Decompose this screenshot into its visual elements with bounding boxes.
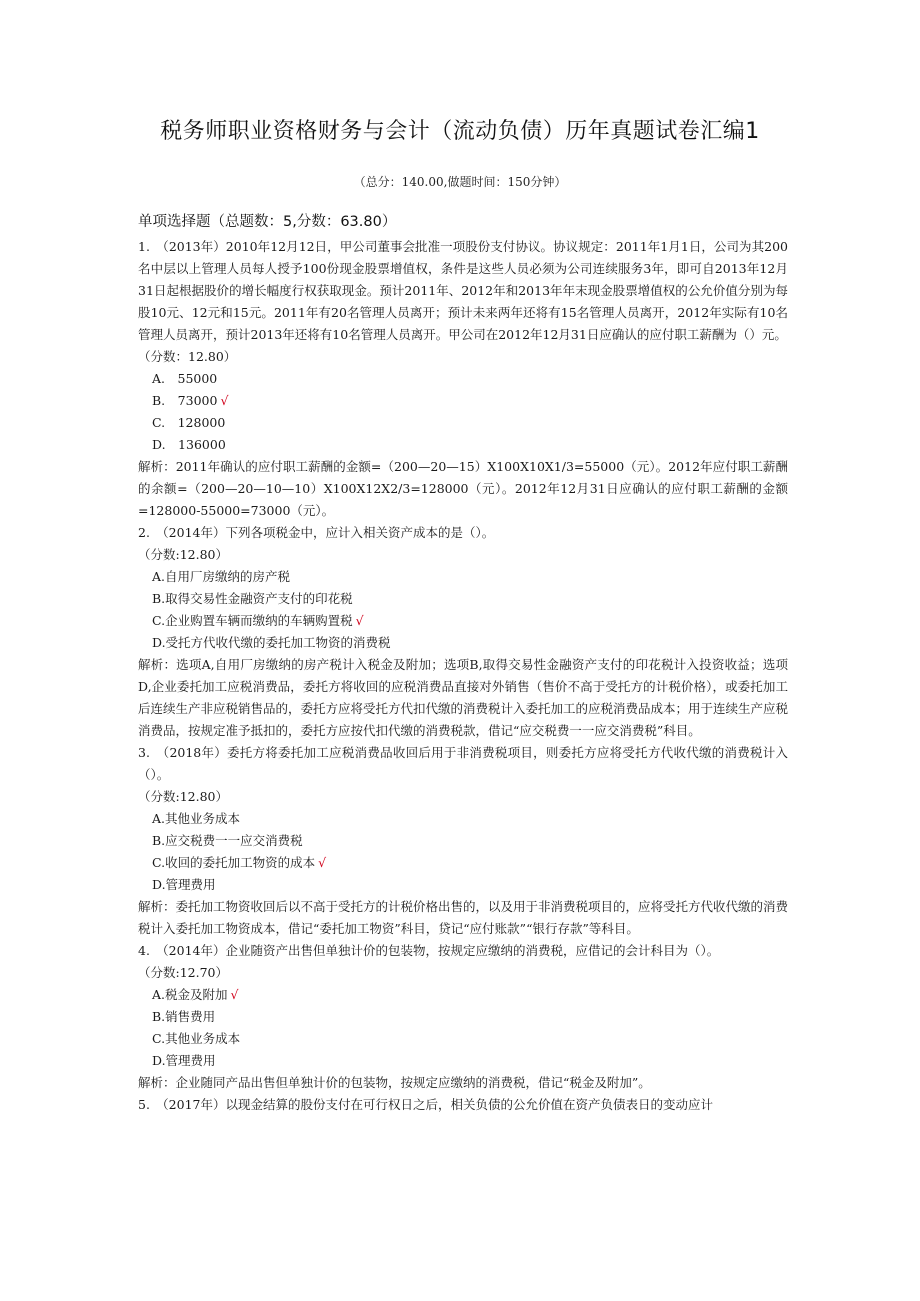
option-label: D. 136000: [152, 437, 226, 452]
question-5: [138, 1094, 788, 1116]
question-1: [138, 236, 788, 522]
option-a: [138, 566, 788, 588]
correct-check-icon: √: [220, 393, 229, 408]
option-a: [138, 368, 788, 390]
correct-check-icon: √: [318, 855, 327, 870]
question-text: 5. （2017年）以现金结算的股份支付在可行权日之后，相关负债的公允价值在资产负债表日的变动应计: [138, 1097, 713, 1112]
question-score: （分数:12.80）: [138, 789, 228, 804]
question-text: 1. （2013年）2010年12月12日，甲公司董事会批准一项股份支付协议。协议规定：2011年1月1日，公司为其200名中层以上管理人员每人授予100份现金股票增值权，条件是这些人员必须为公司连续服务3年，即可自2013年12月31日起根据股价的增长幅度行权获取现金。预计2011年、2012年和2013年年末现金股票增值权的公允价值分别为每股10元、12元和15元。2011年有20名管理人员离开；预计未来两年还将有15名管理人员离开，2012年实际有10名管理人员离开，预计2013年还将有10名管理人员离开。甲公司在2012年12月31日应确认的应付职工薪酬为（）元。: [138, 239, 788, 342]
option-a: [138, 808, 788, 830]
questions-list: [138, 236, 788, 1116]
option-label: D.管理费用: [152, 1053, 216, 1068]
question-analysis: 解析：企业随同产品出售但单独计价的包装物，按规定应缴纳的消费税，借记“税金及附加”。: [138, 1075, 651, 1090]
option-label: D.管理费用: [152, 877, 216, 892]
question-score: （分数:12.70）: [138, 965, 228, 980]
question-4: [138, 940, 788, 1094]
question-analysis: 解析：委托加工物资收回后以不高于受托方的计税价格出售的，以及用于非消费税项目的，应将受托方代收代缴的消费税计入委托加工物资成本，借记“委托加工物资”科目，贷记“应付账款”“银行存款”等科目。: [138, 899, 789, 936]
correct-check-icon: √: [355, 613, 364, 628]
question-score: （分数:12.80）: [138, 547, 228, 562]
option-label: A. 55000: [152, 371, 218, 386]
option-label: B.销售费用: [152, 1009, 216, 1024]
option-c: [138, 852, 788, 874]
section-heading: 单项选择题（总题数：5,分数：63.80）: [138, 214, 397, 230]
option-b: [138, 390, 788, 412]
option-label: A.自用厂房缴纳的房产税: [152, 569, 291, 584]
option-label: A.税金及附加: [152, 987, 228, 1002]
option-d: [138, 874, 788, 896]
option-d: [138, 632, 788, 654]
option-b: [138, 588, 788, 610]
option-b: [138, 1006, 788, 1028]
option-a: [138, 984, 788, 1006]
option-c: [138, 412, 788, 434]
option-c: [138, 1028, 788, 1050]
option-label: A.其他业务成本: [152, 811, 241, 826]
option-d: [138, 1050, 788, 1072]
option-label: C.企业购置车辆而缴纳的车辆购置税: [152, 613, 353, 628]
question-analysis: 解析：选项A,自用厂房缴纳的房产税计入税金及附加；选项B,取得交易性金融资产支付的印花税计入投资收益；选项D,企业委托加工应税消费品，委托方将收回的应税消费品直接对外销售（售价不高于受托方的计税价格），或委托加工后连续生产非应税销售品的，委托方应将受托方代扣代缴的消费税计入委托加工的应税消费品成本；用于连续生产应税消费品，按规定准予抵扣的，委托方应按代扣代缴的消费税款，借记“应交税费一一应交消费税”科目。: [138, 657, 789, 738]
option-label: D.受托方代收代缴的委托加工物资的消费税: [152, 635, 391, 650]
option-label: C.收回的委托加工物资的成本: [152, 855, 316, 870]
document-title: 税务师职业资格财务与会计（流动负债）历年真题试卷汇编1: [160, 119, 760, 144]
question-text: 4. （2014年）企业随资产出售但单独计价的包装物，按规定应缴纳的消费税，应借记的会计科目为（）。: [138, 943, 720, 958]
option-label: C.其他业务成本: [152, 1031, 241, 1046]
correct-check-icon: √: [230, 987, 239, 1002]
option-c: [138, 610, 788, 632]
question-2: [138, 522, 788, 742]
question-text: 2. （2014年）下列各项税金中，应计入相关资产成本的是（）。: [138, 525, 495, 540]
option-d: [138, 434, 788, 456]
question-score: （分数：12.80）: [138, 349, 237, 364]
question-3: [138, 742, 788, 940]
document-subtitle: （总分：140.00,做题时间：150分钟）: [353, 175, 567, 189]
question-analysis: 解析：2011年确认的应付职工薪酬的金额=（200—20—15）X100X10X1/3=55000（元）。2012年应付职工薪酬的余额=（200—20—10—10）X100X12X2/3=128000（元）。2012年12月31日应确认的应付职工薪酬的金额=128000-55000=73000（元）。: [138, 459, 788, 518]
question-text: 3. （2018年）委托方将委托加工应税消费品收回后用于非消费税项目，则委托方应将受托方代收代缴的消费税计入（）。: [138, 745, 788, 782]
option-b: [138, 830, 788, 852]
option-label: B.应交税费一一应交消费税: [152, 833, 303, 848]
option-label: B. 73000: [152, 393, 218, 408]
option-label: C. 128000: [152, 415, 226, 430]
option-label: B.取得交易性金融资产支付的印花税: [152, 591, 353, 606]
